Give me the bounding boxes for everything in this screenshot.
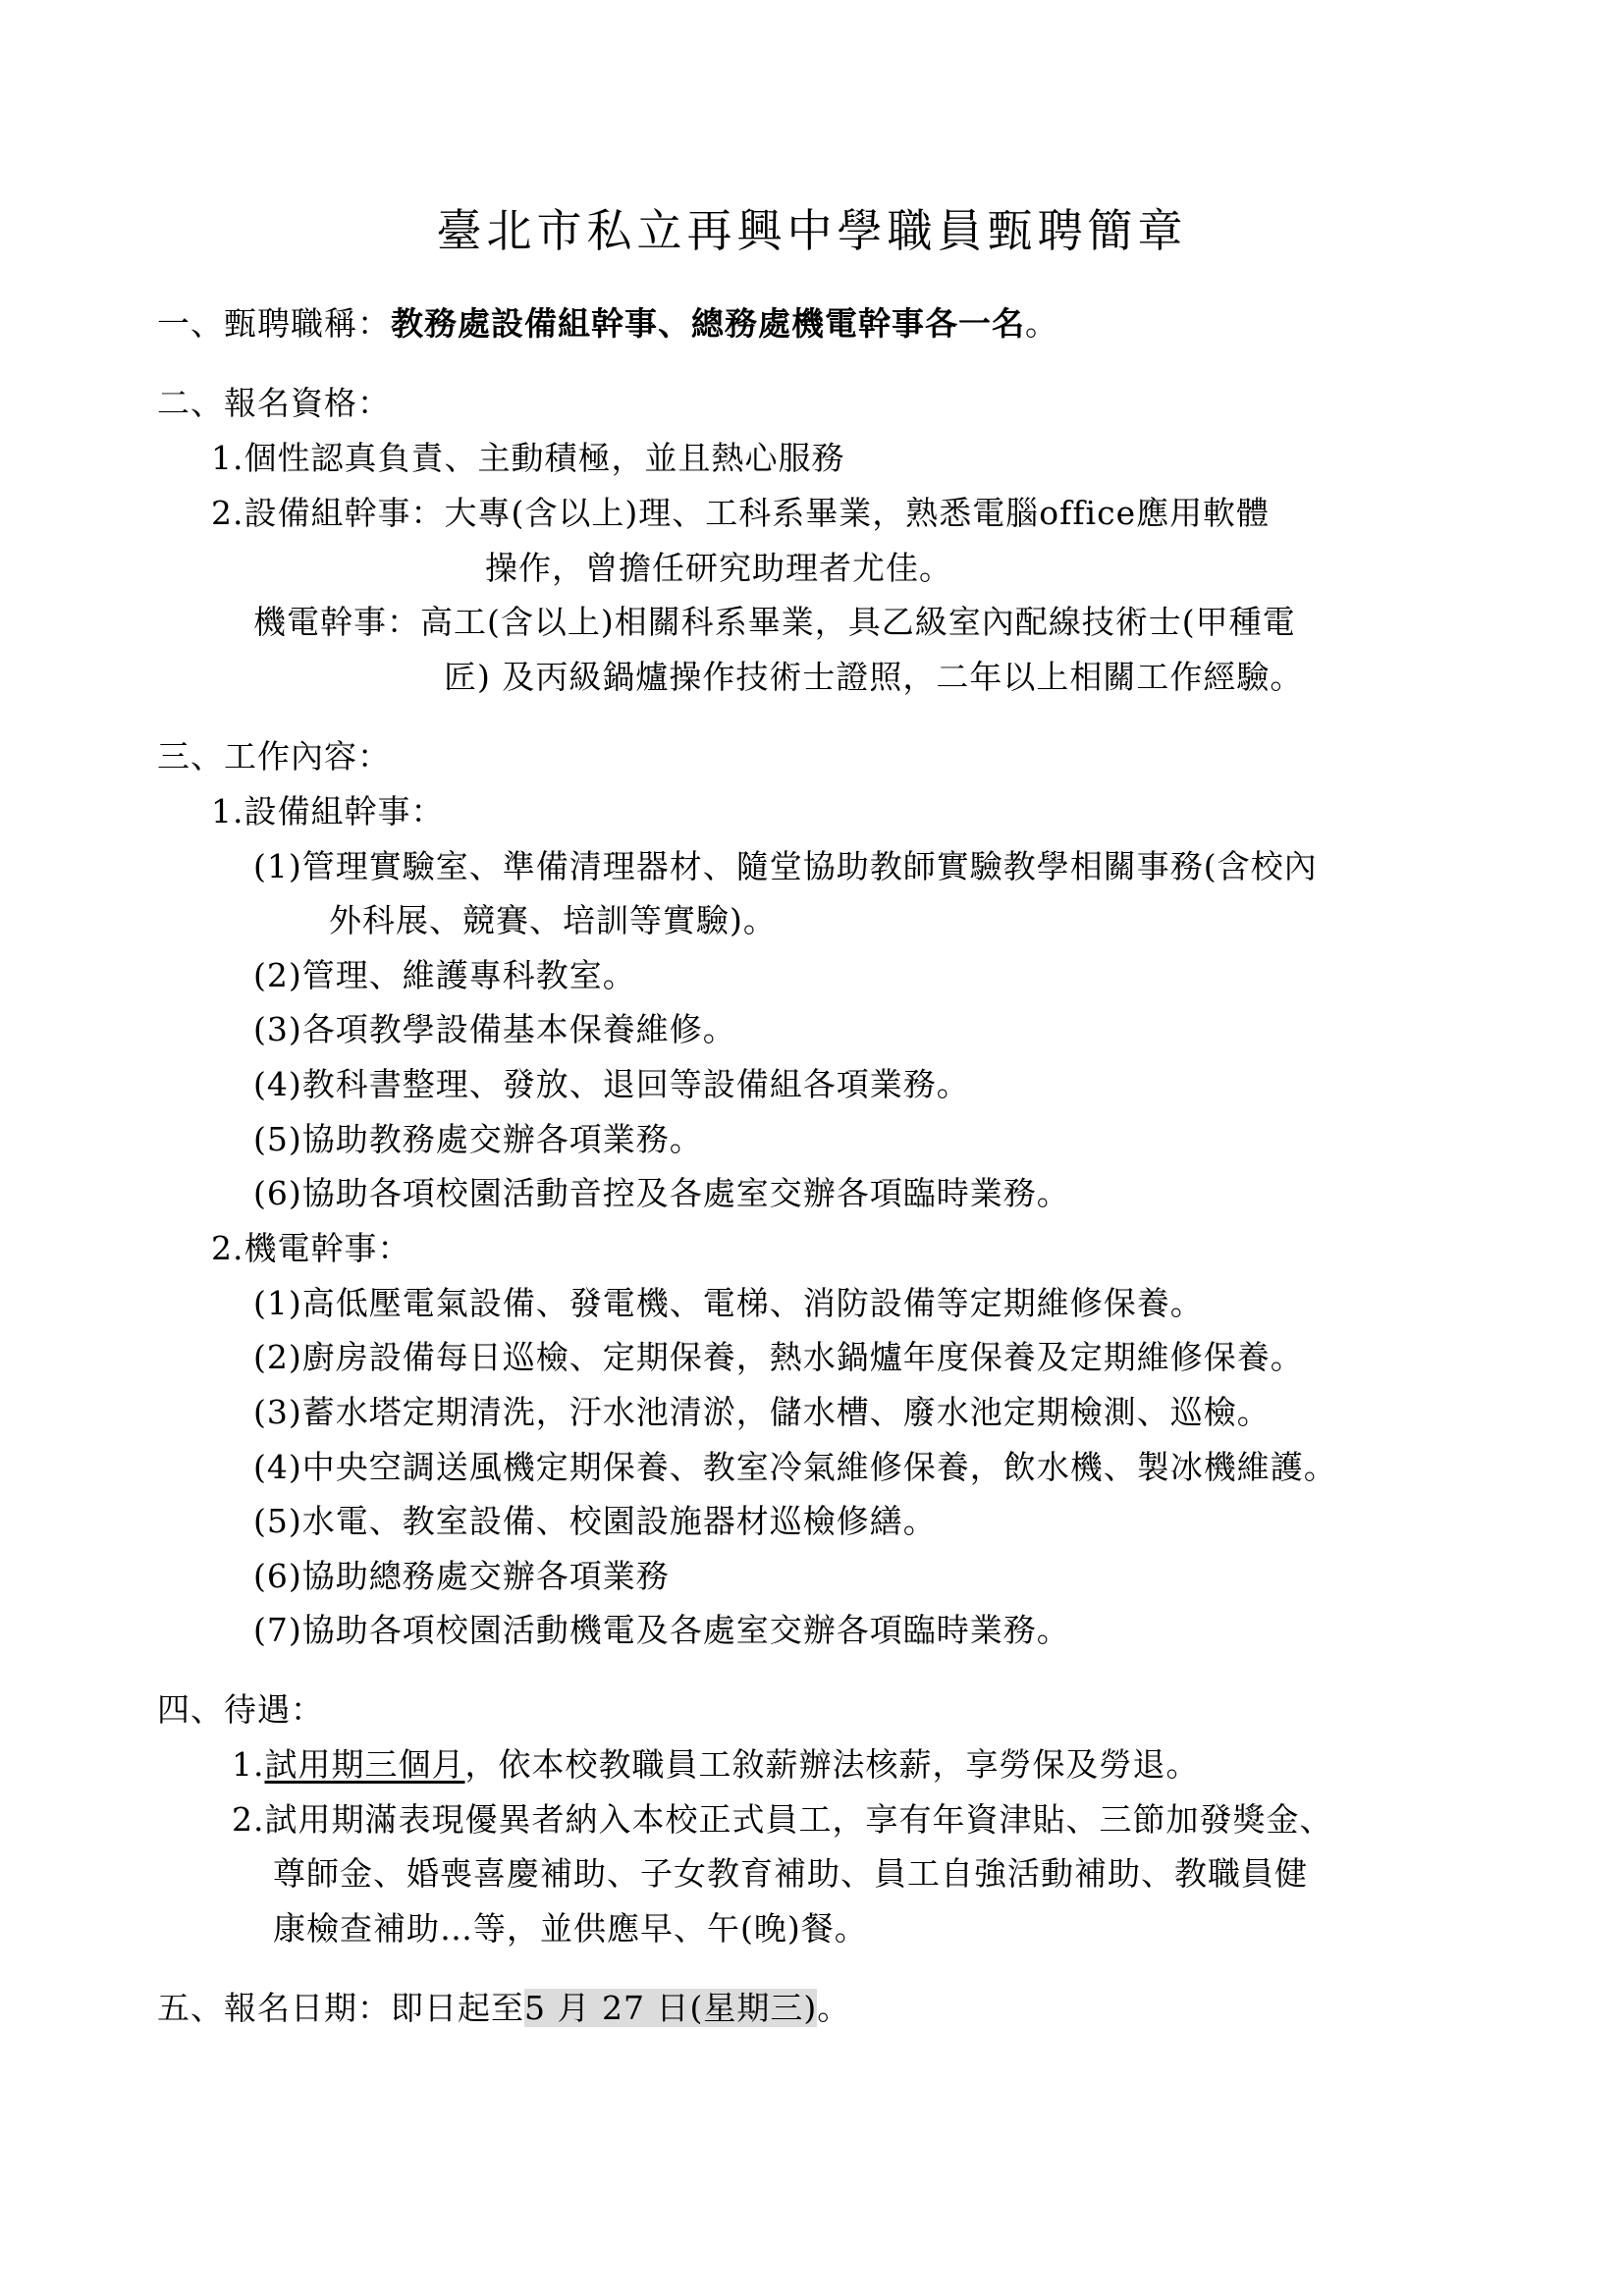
duty-2-1: (1)高低壓電氣設備、發電機、電梯、消防設備等定期維修保養。 bbox=[253, 1284, 1204, 1322]
benefit-item-1-number: 1. bbox=[232, 1745, 265, 1784]
section-5-registration-date bbox=[157, 1986, 850, 2031]
duty-1-3: (3)各項教學設備基本保養維修。 bbox=[253, 1010, 736, 1048]
duty-2-7: (7)協助各項校園活動機電及各處室交辦各項臨時業務。 bbox=[253, 1611, 1070, 1649]
section-4-label: 四、待遇： bbox=[157, 1690, 324, 1729]
duty-2-5: (5)水電、教室設備、校園設施器材巡檢修繕。 bbox=[253, 1502, 937, 1540]
section-1-label: 一、甄聘職稱： bbox=[157, 304, 391, 343]
qualification-item-1: 1.個性認真負責、主動積極，並且熱心服務 bbox=[211, 439, 845, 477]
benefit-item-1-text: ，依本校教職員工敘薪辦法核薪，享勞保及勞退。 bbox=[464, 1745, 1200, 1784]
duty-1-2: (2)管理、維護專科教室。 bbox=[253, 956, 636, 994]
section-1-positions: 教務處設備組幹事、總務處機電幹事各一名 bbox=[391, 304, 1025, 343]
duty-2-2: (2)廚房設備每日巡檢、定期保養，熱水鍋爐年度保養及定期維修保養。 bbox=[253, 1338, 1304, 1376]
duty-1-4: (4)教科書整理、發放、退回等設備組各項業務。 bbox=[253, 1065, 970, 1103]
duty-group-2-title: 2.機電幹事： bbox=[211, 1229, 411, 1267]
duty-1-6: (6)協助各項校園活動音控及各處室交辦各項臨時業務。 bbox=[253, 1174, 1070, 1212]
duty-group-1-title: 1.設備組幹事： bbox=[211, 792, 445, 830]
qualification-item-2-line-2: 操作，曾擔任研究助理者尤佳。 bbox=[485, 549, 952, 587]
duty-1-1-line-2: 外科展、競賽、培訓等實驗)。 bbox=[329, 901, 777, 939]
probation-period: 試用期三個月 bbox=[264, 1745, 465, 1784]
benefit-item-2-line-3: 康檢查補助…等，並供應早、午(晚)餐。 bbox=[273, 1909, 868, 1948]
qualification-item-2-line-1: 2.設備組幹事：大專(含以上)理、工科系畢業，熟悉電腦office應用軟體 bbox=[211, 494, 1271, 532]
duty-2-6: (6)協助總務處交辦各項業務 bbox=[253, 1557, 670, 1595]
section-5-end: 。 bbox=[817, 1989, 851, 2027]
benefit-item-1 bbox=[232, 1742, 1200, 1788]
qualification-item-3-line-2: 匠) 及丙級鍋爐操作技術士證照，二年以上相關工作經驗。 bbox=[444, 658, 1304, 696]
section-1-job-title bbox=[157, 301, 1058, 347]
benefit-item-2-line-1: 2.試用期滿表現優異者納入本校正式員工，享有年資津貼、三節加發獎金、 bbox=[232, 1800, 1333, 1839]
benefit-item-2-line-2: 尊師金、婚喪喜慶補助、子女教育補助、員工自強活動補助、教職員健 bbox=[273, 1854, 1308, 1893]
section-3-label: 三、工作內容： bbox=[157, 737, 391, 775]
duty-1-1-line-1: (1)管理實驗室、準備清理器材、隨堂協助教師實驗教學相關事務(含校內 bbox=[253, 847, 1318, 885]
duty-1-5: (5)協助教務處交辦各項業務。 bbox=[253, 1120, 703, 1158]
qualification-item-3-line-1: 機電幹事：高工(含以上)相關科系畢業，具乙級室內配線技術士(甲種電 bbox=[253, 603, 1296, 641]
duty-2-4: (4)中央空調送風機定期保養、教室冷氣維修保養，飲水機、製冰機維護。 bbox=[253, 1448, 1337, 1486]
section-2-label: 二、報名資格： bbox=[157, 384, 391, 422]
section-5-label: 五、報名日期：即日起至 bbox=[157, 1989, 524, 2027]
page-title: 臺北市私立再興中學職員甄聘簡章 bbox=[436, 204, 1188, 257]
deadline-date: 5 月 27 日(星期三) bbox=[524, 1989, 818, 2027]
section-1-end: 。 bbox=[1025, 304, 1058, 343]
duty-2-3: (3)蓄水塔定期清洗，汙水池清淤，儲水槽、廢水池定期檢測、巡檢。 bbox=[253, 1393, 1271, 1431]
